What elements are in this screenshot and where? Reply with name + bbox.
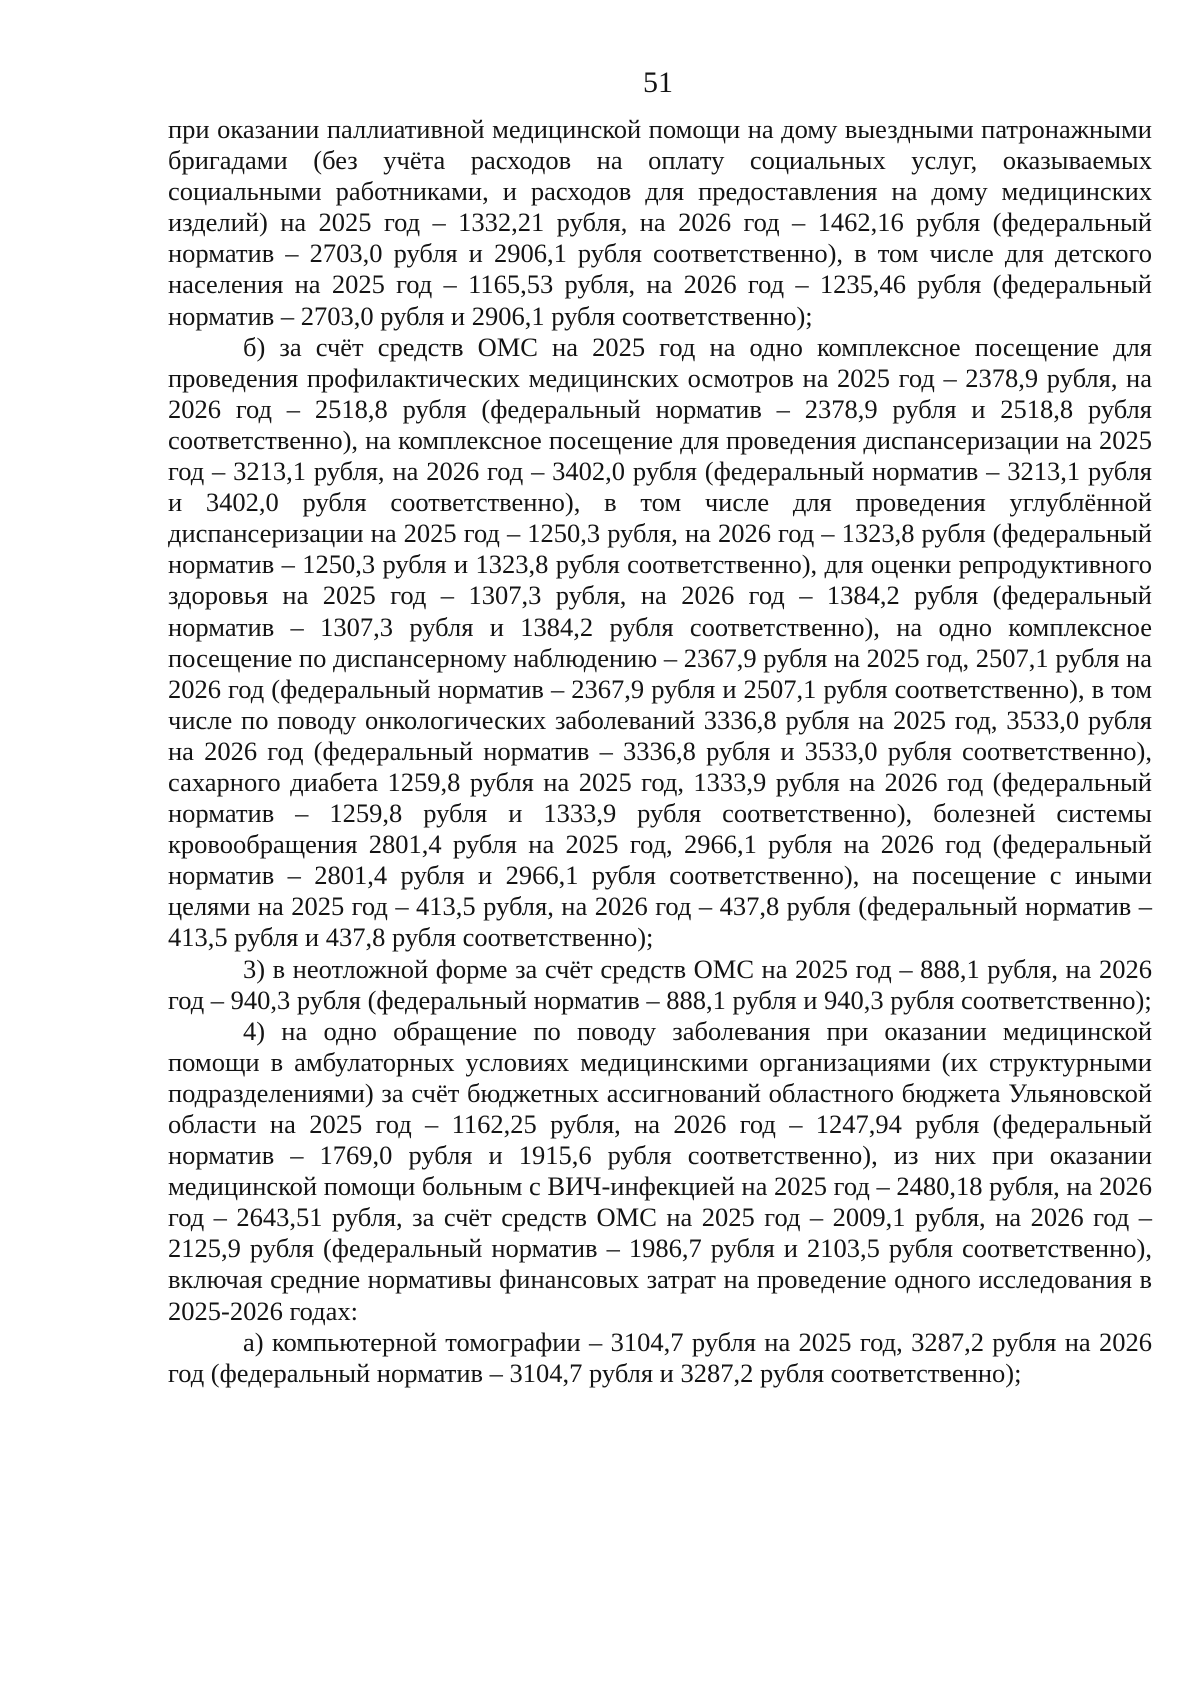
document-body xyxy=(168,114,1152,1389)
page-number: 51 xyxy=(643,66,673,99)
paragraph-computed-tomography: а) компьютерной томографии – 3104,7 рубля на 2025 год, 3287,2 рубля на 2026 год (федеральный норматив – 3104,7 рубля и 3287,2 рубля соответственно); xyxy=(168,1326,1152,1388)
paragraph-oms-comprehensive-visit: б) за счёт средств ОМС на 2025 год на одно комплексное посещение для проведения профилактических медицинских осмотров на 2025 год – 2378,9 рубля, на 2026 год – 2518,8 рубля (федеральный норматив – 2378,9 рубля и 2518,8 рубля соответственно), на комплексное посещение для проведения диспансеризации на 2025 год – 3213,1 рубля, на 2026 год – 3402,0 рубля (федеральный норматив – 3213,1 рубля и 3402,0 рубля соответственно), в том числе для проведения углублённой диспансеризации на 2025 год – 1250,3 рубля, на 2026 год – 1323,8 рубля (федеральный норматив – 1250,3 рубля и 1323,8 рубля соответственно), для оценки репродуктивного здоровья на 2025 год – 1307,3 рубля, на 2026 год – 1384,2 рубля (федеральный норматив – 1307,3 рубля и 1384,2 рубля соответственно), на одно комплексное посещение по диспансерному наблюдению – 2367,9 рубля на 2025 год, 2507,1 рубля на 2026 год (федеральный норматив – 2367,9 рубля и 2507,1 рубля соответственно), в том числе по поводу онкологических заболеваний 3336,8 рубля на 2025 год, 3533,0 рубля на 2026 год (федеральный норматив – 3336,8 рубля и 3533,0 рубля соответственно), сахарного диабета 1259,8 рубля на 2025 год, 1333,9 рубля на 2026 год (федеральный норматив – 1259,8 рубля и 1333,9 рубля соответственно), болезней системы кровообращения 2801,4 рубля на 2025 год, 2966,1 рубля на 2026 год (федеральный норматив – 2801,4 рубля и 2966,1 рубля соответственно), на посещение с иными целями на 2025 год – 413,5 рубля, на 2026 год – 437,8 рубля (федеральный норматив – 413,5 рубля и 437,8 рубля соответственно); xyxy=(168,331,1152,953)
paragraph-palliative-care: при оказании паллиативной медицинской помощи на дому выездными патронажными бригадами (без учёта расходов на оплату социальных услуг, оказываемых социальными работниками, и расходов для предоставления на дому медицинских изделий) на 2025 год – 1332,21 рубля, на 2026 год – 1462,16 рубля (федеральный норматив – 2703,0 рубля и 2906,1 рубля соответственно), в том числе для детского населения на 2025 год – 1165,53 рубля, на 2026 год – 1235,46 рубля (федеральный норматив – 2703,0 рубля и 2906,1 рубля соответственно); xyxy=(168,114,1152,331)
paragraph-disease-appeal: 4) на одно обращение по поводу заболевания при оказании медицинской помощи в амбулаторных условиях медицинскими организациями (их структурными подразделениями) за счёт бюджетных ассигнований областного бюджета Ульяновской области на 2025 год – 1162,25 рубля, на 2026 год – 1247,94 рубля (федеральный норматив – 1769,0 рубля и 1915,6 рубля соответственно), из них при оказании медицинской помощи больным с ВИЧ-инфекцией на 2025 год – 2480,18 рубля, на 2026 год – 2643,51 рубля, за счёт средств ОМС на 2025 год – 2009,1 рубля, на 2026 год – 2125,9 рубля (федеральный норматив – 1986,7 рубля и 2103,5 рубля соответственно), включая средние нормативы финансовых затрат на проведение одного исследования в 2025-2026 годах: xyxy=(168,1015,1152,1326)
paragraph-emergency-form: 3) в неотложной форме за счёт средств ОМС на 2025 год – 888,1 рубля, на 2026 год – 940,3 рубля (федеральный норматив – 888,1 рубля и 940,3 рубля соответственно); xyxy=(168,953,1152,1015)
